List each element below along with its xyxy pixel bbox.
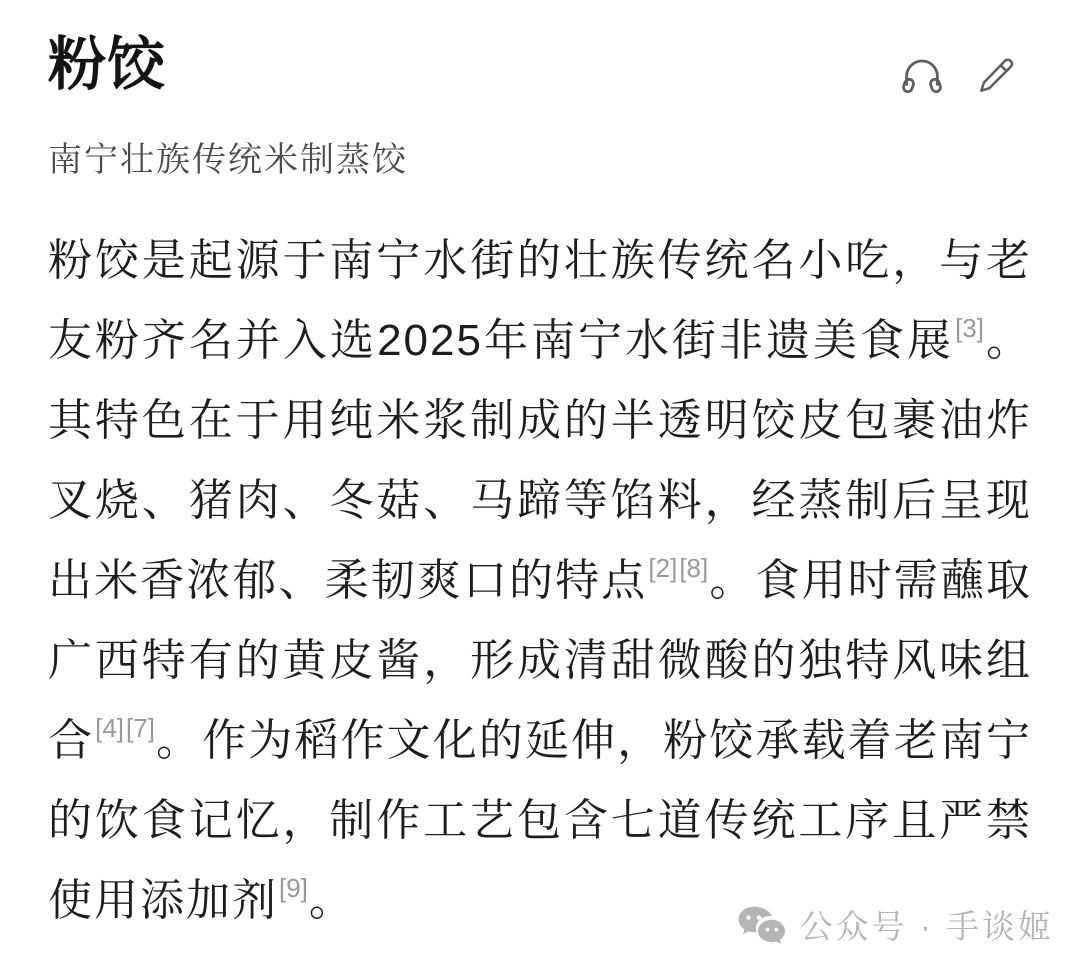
watermark-label: 公众号 · 手谈姬	[799, 908, 1054, 945]
pencil-icon	[974, 54, 1018, 98]
paragraph-text: 。作为稻作文化的延伸，粉饺承载着老南宁的饮食记忆，制作工艺包含七道传统工序且严禁使用添加剂	[48, 716, 1032, 925]
header-actions	[898, 52, 1020, 100]
watermark	[736, 901, 1054, 948]
citation-ref[interactable]: [8]	[679, 553, 709, 584]
listen-button[interactable]	[898, 52, 946, 100]
article-paragraph	[48, 221, 1032, 941]
citation-ref[interactable]: [7]	[126, 713, 155, 744]
wechat-icon	[736, 904, 788, 946]
paragraph-text: 粉饺是起源于南宁水街的壮族传统名小吃，与老友粉齐名并入选2025年南宁水街非遗美食展	[48, 236, 1032, 365]
page-subtitle: 南宁壮族传统米制蒸饺	[48, 141, 408, 179]
page-header	[48, 32, 1032, 100]
citation-ref[interactable]: [9]	[279, 873, 308, 904]
edit-button[interactable]	[972, 52, 1020, 100]
page-title: 粉饺	[48, 32, 167, 97]
citation-ref[interactable]: [3]	[955, 313, 984, 344]
paragraph-text: 。其特色在于用纯米浆制成的半透明饺皮包裹油炸叉烧、猪肉、冬菇、马蹄等馅料，经蒸制后呈现出米香浓郁、柔韧爽口的特点	[48, 316, 1032, 605]
citation-ref[interactable]: [2]	[648, 553, 678, 584]
headphones-icon	[898, 52, 946, 100]
paragraph-text: 。食用时需蘸取广西特有的黄皮酱，形成清甜微酸的独特风味组合	[48, 556, 1033, 765]
citation-ref[interactable]: [4]	[95, 713, 125, 744]
paragraph-text: 。	[308, 876, 355, 925]
